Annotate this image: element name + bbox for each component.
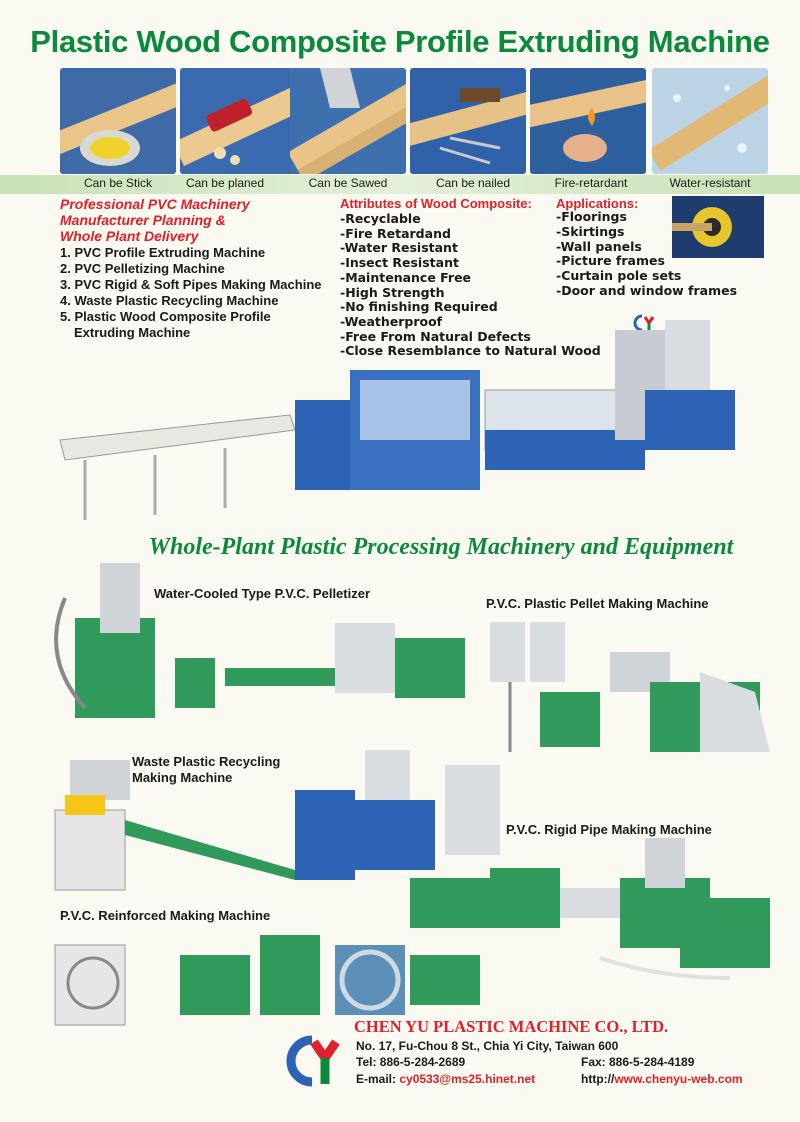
- list-item: -Maintenance Free: [340, 269, 472, 285]
- list-item: -Skirtings: [556, 223, 625, 239]
- website-link[interactable]: www.chenyu-web.com: [614, 1072, 743, 1086]
- company-fax: Fax: 886-5-284-4189: [581, 1055, 695, 1069]
- photo-fire-retardant: [530, 68, 646, 174]
- label-reinforced: P.V.C. Reinforced Making Machine: [60, 908, 271, 923]
- extrusion-die-photo: [672, 196, 764, 258]
- list-item: -Insect Resistant: [340, 255, 459, 271]
- list-item: -Free From Natural Defects: [340, 328, 531, 344]
- label-recycling-1: Waste Plastic Recycling: [132, 754, 281, 769]
- section-subtitle: Whole-Plant Plastic Processing Machinery and Equipment: [148, 534, 734, 560]
- company-address: No. 17, Fu-Chou 8 St., Chia Yi City, Taiwan 600: [356, 1039, 619, 1053]
- photo-nailed: [410, 68, 526, 174]
- caption-sawed: Can be Sawed: [308, 176, 388, 190]
- pelletizer-photo: [45, 558, 470, 728]
- label-rigid-pipe: P.V.C. Rigid Pipe Making Machine: [506, 822, 712, 837]
- caption-stick: Can be Stick: [83, 176, 153, 190]
- list-item: -Recyclable: [340, 211, 421, 226]
- page-title: Plastic Wood Composite Profile Extruding Machine: [30, 24, 770, 59]
- photo-planed: [180, 68, 296, 174]
- list-item: -Curtain pole sets: [556, 268, 682, 284]
- list-item: -Fire Retardand: [340, 225, 451, 241]
- caption-planed: Can be planed: [185, 176, 265, 190]
- caption-fire-retardant: Fire-retardant: [554, 176, 628, 190]
- chen-yu-logo: [282, 1028, 348, 1094]
- list-item: 4. Waste Plastic Recycling Machine: [60, 293, 279, 308]
- company-name: CHEN YU PLASTIC MACHINE CO., LTD.: [354, 1017, 669, 1036]
- label-pellet-making: P.V.C. Plastic Pellet Making Machine: [486, 596, 709, 611]
- list-item: Extruding Machine: [74, 325, 191, 340]
- pellet-making-photo: [480, 612, 780, 762]
- company-email: E-mail: cy0533@ms25.hinet.net: [356, 1072, 536, 1086]
- list-item: -Weatherproof: [340, 313, 443, 329]
- list-item: 2. PVC Pelletizing Machine: [60, 261, 225, 276]
- list-item: -Floorings: [556, 209, 627, 224]
- list-item: -Picture frames: [556, 253, 665, 269]
- photo-water-resistant: [652, 68, 768, 174]
- list-item: -Door and window frames: [556, 282, 738, 298]
- extrusion-line-photo: [55, 320, 755, 530]
- company-tel: Tel: 886-5-284-2689: [356, 1055, 466, 1069]
- caption-nailed: Can be nailed: [435, 176, 511, 190]
- list-item: 1. PVC Profile Extruding Machine: [60, 245, 266, 260]
- applications-title: Applications:: [556, 196, 639, 211]
- attributes-title: Attributes of Wood Composite:: [340, 196, 532, 211]
- company-website: http://www.chenyu-web.com: [581, 1072, 743, 1086]
- list-item: -High Strength: [340, 284, 445, 300]
- email-link[interactable]: cy0533@ms25.hinet.net: [399, 1072, 536, 1086]
- label-recycling-2: Making Machine: [132, 770, 233, 785]
- list-item: -No finishing Required: [340, 299, 498, 315]
- intro-heading: Professional PVC Machinery Manufacturer Planning & Whole Plant Delivery: [60, 196, 250, 244]
- photo-sawed: [290, 68, 406, 174]
- list-item: 5. Plastic Wood Composite Profile: [60, 309, 271, 324]
- list-item: -Wall panels: [556, 238, 642, 254]
- list-item: 3. PVC Rigid & Soft Pipes Making Machine: [60, 277, 322, 292]
- list-item: -Close Resemblance to Natural Wood: [340, 343, 601, 359]
- caption-water-resistant: Water-resistant: [669, 176, 751, 190]
- label-pelletizer: Water-Cooled Type P.V.C. Pelletizer: [154, 586, 371, 601]
- list-item: -Water Resistant: [340, 240, 458, 256]
- photo-stick: [60, 68, 176, 174]
